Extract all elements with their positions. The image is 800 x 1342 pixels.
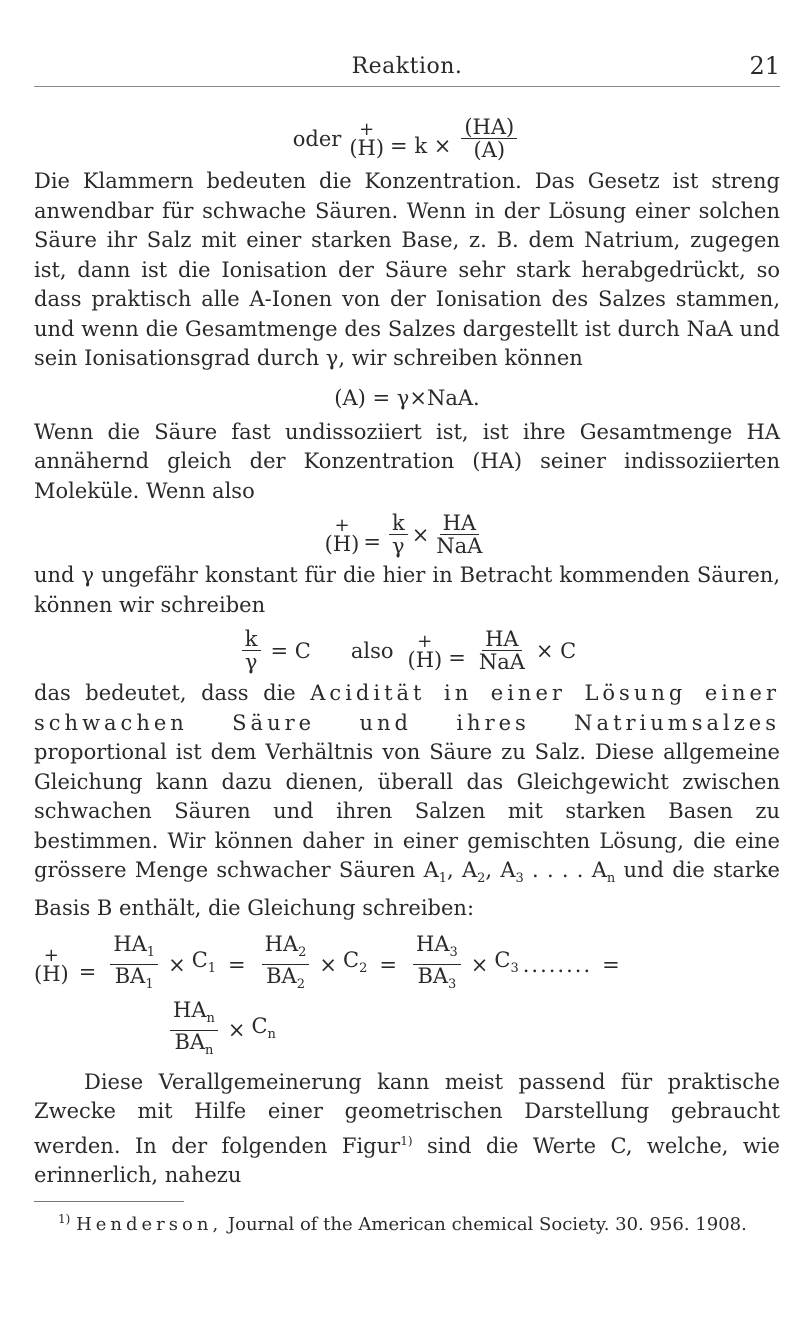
header-rule <box>34 86 780 87</box>
text-run: und die starke Basis B enthält, die Gleichung schreiben: <box>34 858 780 920</box>
c3-term <box>494 948 518 981</box>
ha-text: HA <box>264 932 299 957</box>
fraction-numerator: k <box>242 628 261 651</box>
fraction-numerator: HA <box>482 628 521 651</box>
equation-5 <box>34 933 780 996</box>
subscript: n <box>205 1042 214 1058</box>
running-title: Reaktion. <box>351 54 463 79</box>
fraction-2 <box>262 933 310 996</box>
fraction-denominator <box>112 965 157 996</box>
footnote <box>34 1206 780 1238</box>
subscript: 3 <box>449 945 458 961</box>
text-run: . . . . A <box>523 858 607 882</box>
fraction-denominator: NaA <box>436 534 483 558</box>
ha-over-naa <box>433 512 485 557</box>
c1-term <box>192 948 216 981</box>
fraction-numerator <box>413 933 461 965</box>
fraction-numerator: (HA) <box>461 116 517 139</box>
footnote-author: Henderson, <box>76 1213 223 1235</box>
ellipsis: ........ <box>522 952 593 977</box>
k-over-gamma <box>389 512 408 557</box>
times-sign: × <box>319 952 338 977</box>
paragraph-2: Wenn die Säure fast undissoziiert ist, ist ihre Gesamtmenge HA annähernd gleich der Konzentration (HA) seiner indissoziierten Moleküle. Wenn also <box>34 419 780 503</box>
footnote-text: Journal of the American chemical Society. 30. 956. 1908. <box>222 1213 747 1235</box>
eq1-equals: = k × <box>390 133 452 158</box>
subscript: 1 <box>146 945 156 961</box>
ha-text: HA <box>113 932 147 957</box>
page-number: 21 <box>749 52 780 80</box>
fraction-numerator <box>170 999 218 1031</box>
equals: = <box>78 959 97 984</box>
footnote-marker: 1) <box>58 1211 71 1226</box>
equation-2: (A) = γ×NaA. <box>334 385 480 410</box>
text-run: sind die Werte C, welche, wie erinnerlich, nahezu <box>34 1133 780 1188</box>
paragraph-5 <box>34 1068 780 1191</box>
subscript: 3 <box>510 961 519 977</box>
subscript: 2 <box>359 961 368 977</box>
paragraph-1: Die Klammern bedeuten die Konzentration. Das Gesetz ist streng anwendbar für schwache Säuren. Wenn in der Lösung einer solchen Säure ihr Salz mit einer starken Base, z. B. dem Natrium, zugegen ist, dann ist die Ionisation der Säure sehr stark herabgedrückt, so dass praktisch alle A-Ionen von der Ionisation des Salzes stammen, und wenn die Gesamtmenge des Salzes dargestellt ist durch NaA und sein Ionisationsgrad durch γ, wir schreiben können <box>34 169 780 370</box>
fraction-numerator: k <box>389 512 408 535</box>
eq1-h <box>349 118 385 160</box>
cn-term <box>251 1014 275 1047</box>
paragraph-4 <box>34 679 780 923</box>
fraction-denominator: (A) <box>473 138 506 162</box>
footnote-marker: 1) <box>400 1133 413 1148</box>
times-sign: × <box>168 952 186 977</box>
fraction-numerator: HA <box>440 512 479 535</box>
equation-3 <box>34 512 780 557</box>
subscript: 2 <box>296 977 305 993</box>
text-run: Diese Verallgemeinerung kann meist passend für praktische Zwecke mit Hilfe einer geometrischen Darstellung gebraucht werden. In der folgenden Figur <box>34 1069 780 1158</box>
fraction-denominator: γ <box>244 650 258 674</box>
fraction-denominator: γ <box>392 534 405 558</box>
text-run: , A <box>485 858 516 882</box>
ha-text: HA <box>416 932 450 957</box>
subscript: n <box>606 871 616 887</box>
eq5-h <box>34 944 69 986</box>
equation-1 <box>34 116 780 161</box>
equals: = <box>228 952 246 977</box>
ba-text: BA <box>114 964 146 989</box>
plus-sign: + <box>43 944 59 966</box>
c-text: C <box>191 948 208 973</box>
subscript: 1 <box>438 871 448 887</box>
plus-sign: + <box>334 514 350 536</box>
equals: = <box>448 645 466 670</box>
plus-sign: + <box>417 630 433 652</box>
fraction-3 <box>413 933 461 996</box>
h-term: (H) <box>407 647 443 672</box>
equation-5-continued <box>34 999 780 1062</box>
times-c: × C <box>535 638 577 663</box>
plus-sign: + <box>359 118 375 140</box>
fraction-1 <box>110 933 158 996</box>
c-text: C <box>494 948 511 973</box>
fraction-denominator <box>171 1031 216 1062</box>
eq3-h <box>324 514 360 556</box>
times-sign: × <box>411 522 430 547</box>
h-term: (H) <box>324 531 360 556</box>
fraction-numerator <box>262 933 310 965</box>
fraction-denominator <box>263 965 308 996</box>
running-head <box>34 40 780 80</box>
times-sign: × <box>470 952 489 977</box>
text-run: das bedeutet, dass die <box>34 681 296 705</box>
eq4-h <box>407 630 443 672</box>
equals: = <box>379 952 397 977</box>
c-text: C <box>251 1013 268 1038</box>
equals-c: = C <box>270 638 311 663</box>
c2-term <box>343 948 367 981</box>
text-run: , A <box>447 858 478 882</box>
subscript: n <box>267 1026 276 1042</box>
subscript: 1 <box>145 977 154 993</box>
ba-text: BA <box>266 964 297 989</box>
subscript: n <box>206 1010 215 1026</box>
eq1-fraction <box>461 116 517 161</box>
fraction-numerator <box>110 933 158 965</box>
ha-over-naa <box>476 628 528 673</box>
fraction-n <box>170 999 218 1062</box>
page <box>34 40 780 1238</box>
trailing-equals: = <box>602 952 620 977</box>
subscript: 3 <box>448 977 457 993</box>
h-term: (H) <box>349 135 385 160</box>
equation-4 <box>34 628 780 673</box>
fraction-denominator: NaA <box>478 650 525 674</box>
paragraph-3: und γ ungefähr konstant für die hier in Betracht kommenden Säuren, können wir schreiben <box>34 563 780 617</box>
ha-text: HA <box>173 997 207 1022</box>
emphasized-text: Acidität in einer Lösung einer schwachen Säure und ihres Natriumsalzes <box>34 681 780 735</box>
fraction-denominator <box>414 965 459 996</box>
eq1-prefix: oder <box>292 126 342 151</box>
c-text: C <box>343 948 360 973</box>
footnote-rule <box>34 1201 184 1202</box>
times-sign: × <box>227 1018 246 1043</box>
subscript: 3 <box>515 871 524 887</box>
h-term: (H) <box>34 961 69 986</box>
also-word: also <box>350 638 394 663</box>
text-run: proportional ist dem Verhältnis von Säure zu Salz. Diese allgemeine Gleichung kann dazu dienen, überall das Gleichgewicht zwischen schwachen Säuren und ihren Salzen mit starken Basen zu bestimmen. Wir können daher in einer gemischten Lösung, die eine grössere Menge schwacher Säuren A <box>34 740 780 882</box>
ba-text: BA <box>174 1029 206 1054</box>
equals: = <box>363 529 381 554</box>
subscript: 2 <box>477 871 486 887</box>
ba-text: BA <box>417 964 449 989</box>
subscript: 1 <box>207 961 217 977</box>
subscript: 2 <box>298 945 307 961</box>
k-over-gamma <box>242 628 261 673</box>
